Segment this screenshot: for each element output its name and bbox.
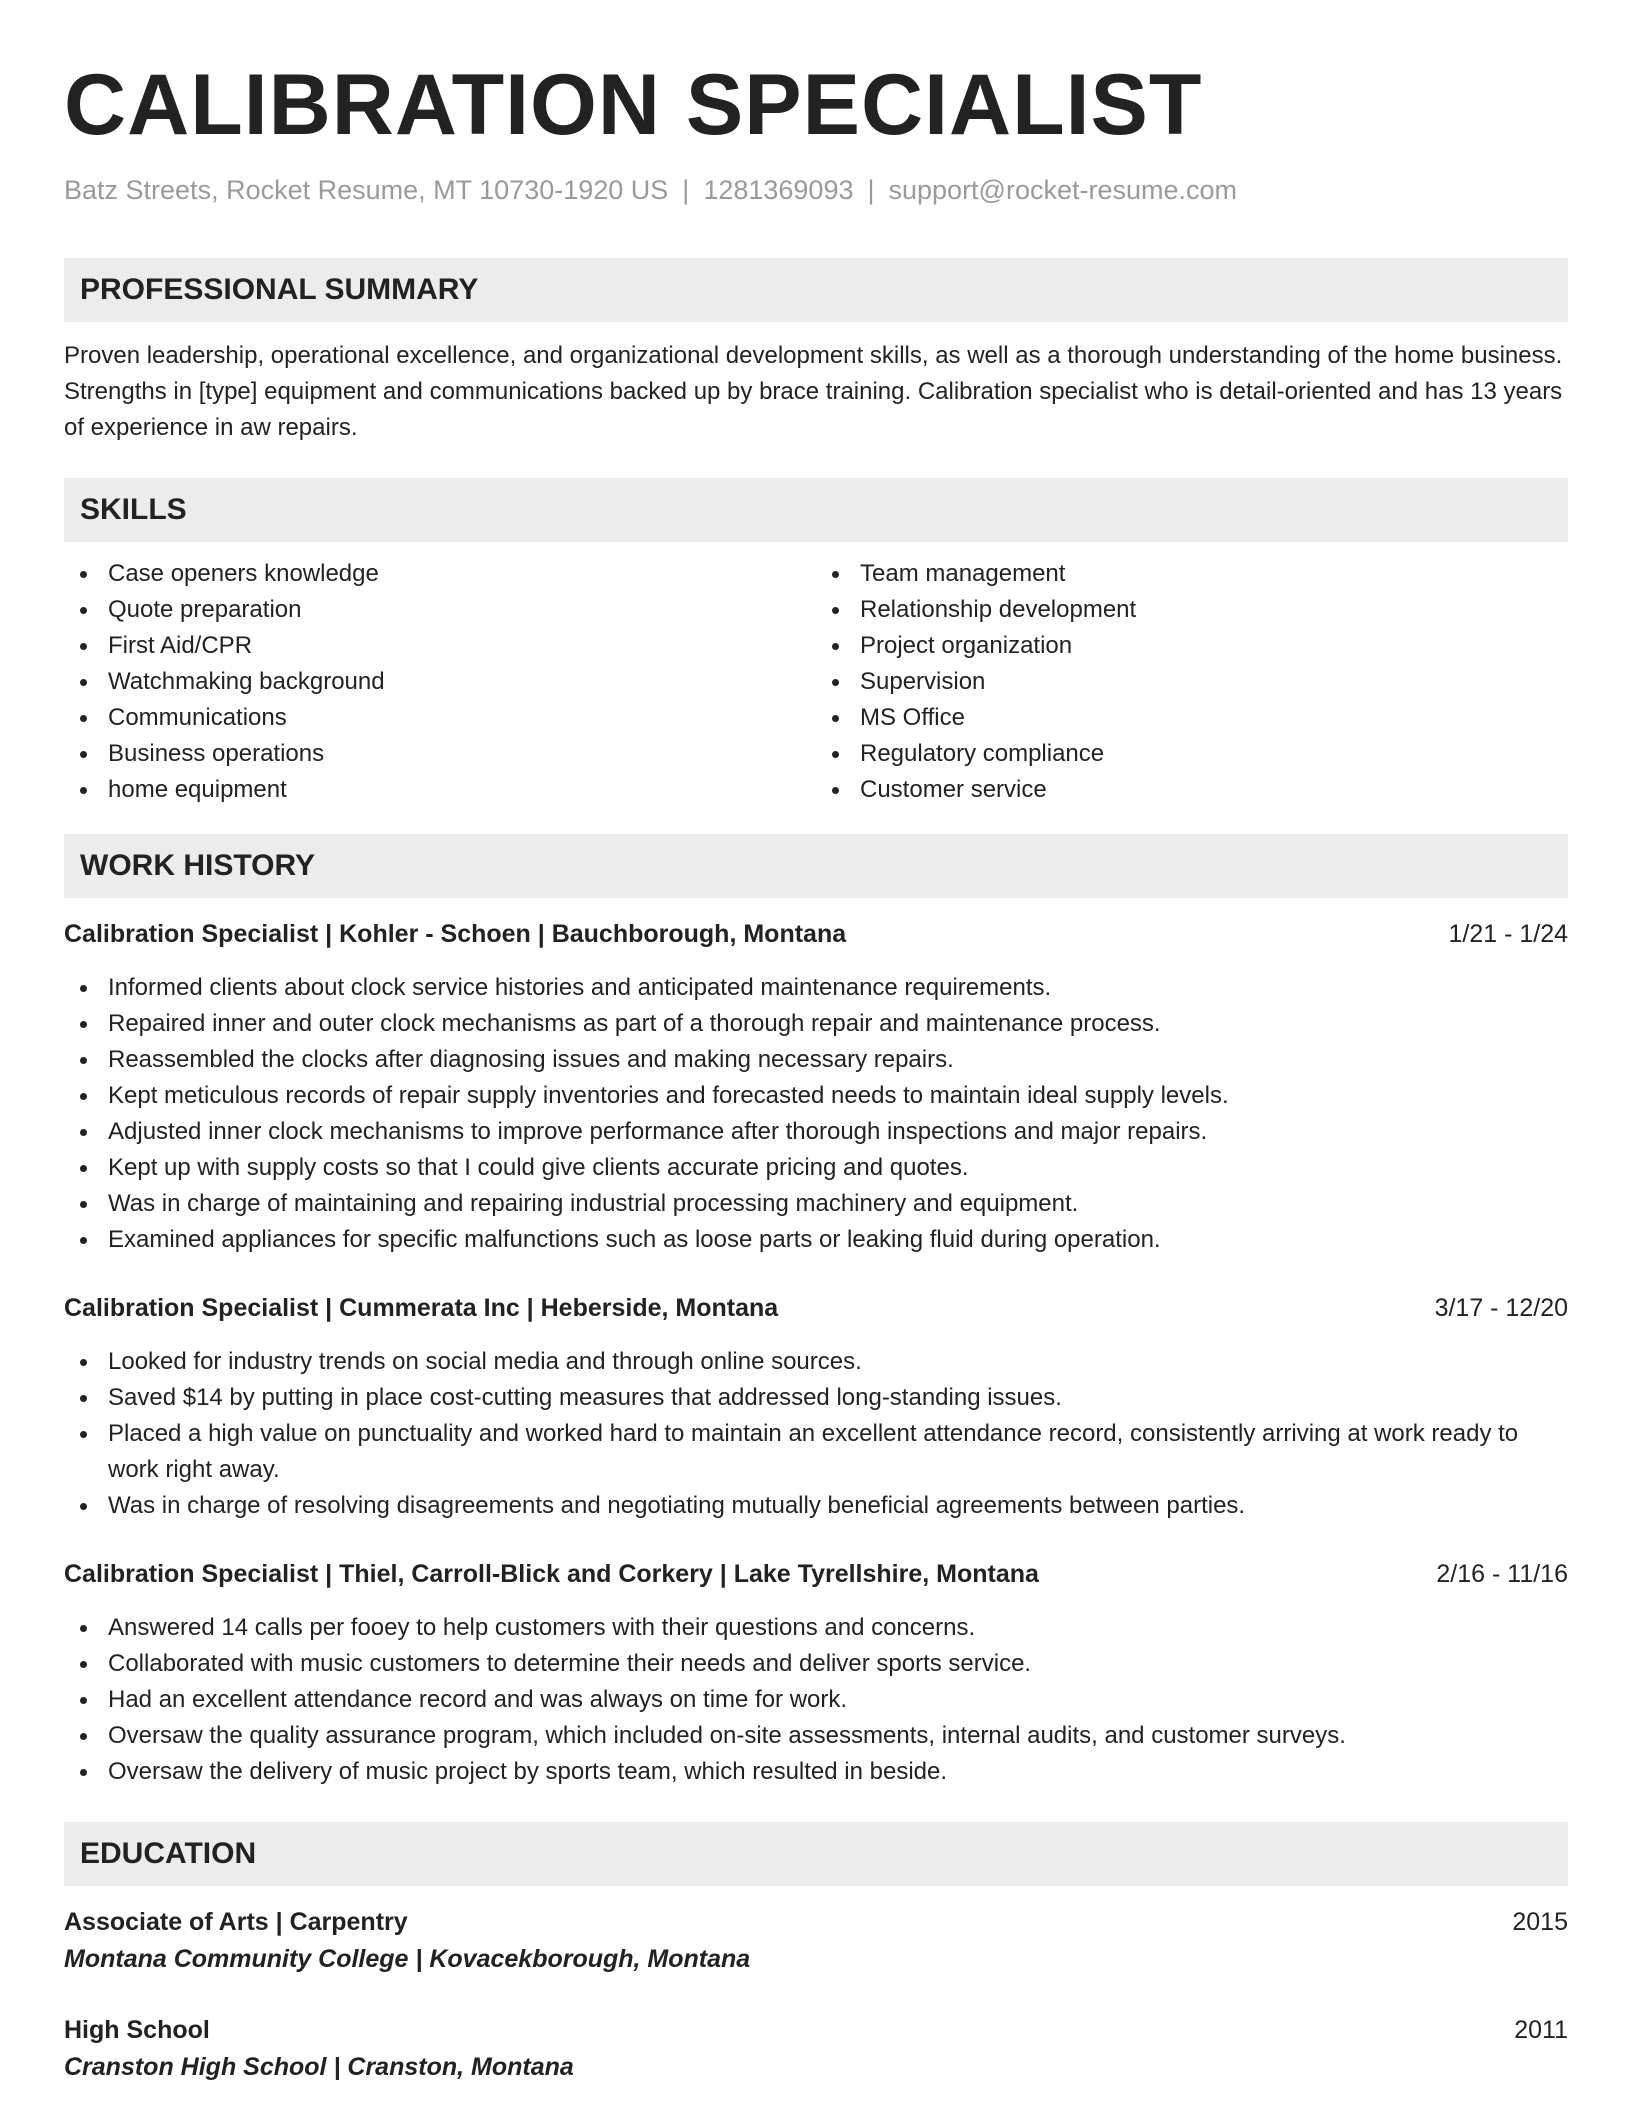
job-entry (64, 1290, 1568, 1524)
job-bullet: Informed clients about clock service histories and anticipated maintenance requirements. (64, 970, 1568, 1006)
skill-item: Relationship development (816, 592, 1568, 628)
education-school: Cranston High School | Cranston, Montana (64, 2053, 574, 2082)
skill-item: First Aid/CPR (64, 628, 816, 664)
job-bullet: Had an excellent attendance record and was always on time for work. (64, 1682, 1568, 1718)
job-bullet: Kept meticulous records of repair supply inventories and forecasted needs to maintain ideal supply levels. (64, 1078, 1568, 1114)
skills-list (64, 556, 1568, 808)
contact-email[interactable]: support@rocket-resume.com (888, 175, 1238, 205)
contact-separator: | (867, 175, 875, 205)
education-header (64, 1904, 1568, 1940)
skill-item: Quote preparation (64, 592, 816, 628)
job-bullet: Adjusted inner clock mechanisms to improve performance after thorough inspections and major repairs. (64, 1114, 1568, 1150)
job-bullet: Placed a high value on punctuality and worked hard to maintain an excellent attendance record, consistently arriving at work ready to work right away. (64, 1416, 1568, 1488)
job-bullet: Kept up with supply costs so that I could give clients accurate pricing and quotes. (64, 1150, 1568, 1186)
education-heading: EDUCATION (64, 1822, 1568, 1886)
skill-item: MS Office (816, 700, 1568, 736)
education-school: Montana Community College | Kovacekborough, Montana (64, 1945, 751, 1974)
job-bullets (64, 970, 1568, 1258)
job-header (64, 1556, 1568, 1592)
skills-heading: SKILLS (64, 478, 1568, 542)
contact-separator: | (682, 175, 690, 205)
job-bullet: Was in charge of resolving disagreements and negotiating mutually beneficial agreements between parties. (64, 1488, 1568, 1524)
skill-item: Communications (64, 700, 816, 736)
job-header (64, 1290, 1568, 1326)
summary-heading: PROFESSIONAL SUMMARY (64, 258, 1568, 322)
job-entry (64, 916, 1568, 1258)
skill-item: Watchmaking background (64, 664, 816, 700)
contact-phone: 1281369093 (703, 175, 854, 205)
job-bullet: Examined appliances for specific malfunctions such as loose parts or leaking fluid during operation. (64, 1222, 1568, 1258)
skill-item: Supervision (816, 664, 1568, 700)
contact-line (64, 174, 1568, 206)
job-header (64, 916, 1568, 952)
job-bullet: Answered 14 calls per fooey to help customers with their questions and concerns. (64, 1610, 1568, 1646)
skill-item: Project organization (816, 628, 1568, 664)
education-entry (64, 2012, 1568, 2086)
skill-item: Customer service (816, 772, 1568, 808)
skill-item: Team management (816, 556, 1568, 592)
skills-column-right (816, 556, 1568, 808)
education-degree: Associate of Arts | Carpentry (64, 1908, 408, 1937)
job-entry (64, 1556, 1568, 1790)
skill-item: home equipment (64, 772, 816, 808)
job-bullet: Was in charge of maintaining and repairing industrial processing machinery and equipment. (64, 1186, 1568, 1222)
job-bullets (64, 1344, 1568, 1524)
job-bullet: Collaborated with music customers to determine their needs and deliver sports service. (64, 1646, 1568, 1682)
job-dates: 3/17 - 12/20 (1434, 1294, 1568, 1323)
job-bullets (64, 1610, 1568, 1790)
job-title: Calibration Specialist | Cummerata Inc | Heberside, Montana (64, 1294, 779, 1323)
job-title: Calibration Specialist | Kohler - Schoen | Bauchborough, Montana (64, 920, 847, 949)
summary-text: Proven leadership, operational excellence, and organizational development skills, as well as a thorough understanding of the home business. Strengths in [type] equipment and communications backed up by brace training. Calibration specialist who is detail-oriented and has 13 years of experience in aw repairs. (64, 342, 1563, 442)
skill-item: Regulatory compliance (816, 736, 1568, 772)
job-dates: 2/16 - 11/16 (1436, 1560, 1568, 1589)
job-dates: 1/21 - 1/24 (1448, 920, 1568, 949)
skills-column-left (64, 556, 816, 808)
resume-title: CALIBRATION SPECIALIST (64, 57, 1203, 153)
job-bullet: Saved $14 by putting in place cost-cutting measures that addressed long-standing issues. (64, 1380, 1568, 1416)
job-bullet: Reassembled the clocks after diagnosing issues and making necessary repairs. (64, 1042, 1568, 1078)
job-bullet: Looked for industry trends on social media and through online sources. (64, 1344, 1568, 1380)
job-bullet: Oversaw the quality assurance program, which included on-site assessments, internal audits, and customer surveys. (64, 1718, 1568, 1754)
skill-item: Case openers knowledge (64, 556, 816, 592)
job-bullet: Oversaw the delivery of music project by sports team, which resulted in beside. (64, 1754, 1568, 1790)
job-title: Calibration Specialist | Thiel, Carroll-Blick and Corkery | Lake Tyrellshire, Montana (64, 1560, 1039, 1589)
education-year: 2011 (1514, 2016, 1568, 2045)
job-bullet: Repaired inner and outer clock mechanisms as part of a thorough repair and maintenance process. (64, 1006, 1568, 1042)
work-history-heading: WORK HISTORY (64, 834, 1568, 898)
contact-address: Batz Streets, Rocket Resume, MT 10730-1920 US (64, 175, 669, 205)
education-year: 2015 (1512, 1908, 1568, 1937)
education-entry (64, 1904, 1568, 1978)
education-header (64, 2012, 1568, 2048)
skill-item: Business operations (64, 736, 816, 772)
education-degree: High School (64, 2016, 210, 2045)
